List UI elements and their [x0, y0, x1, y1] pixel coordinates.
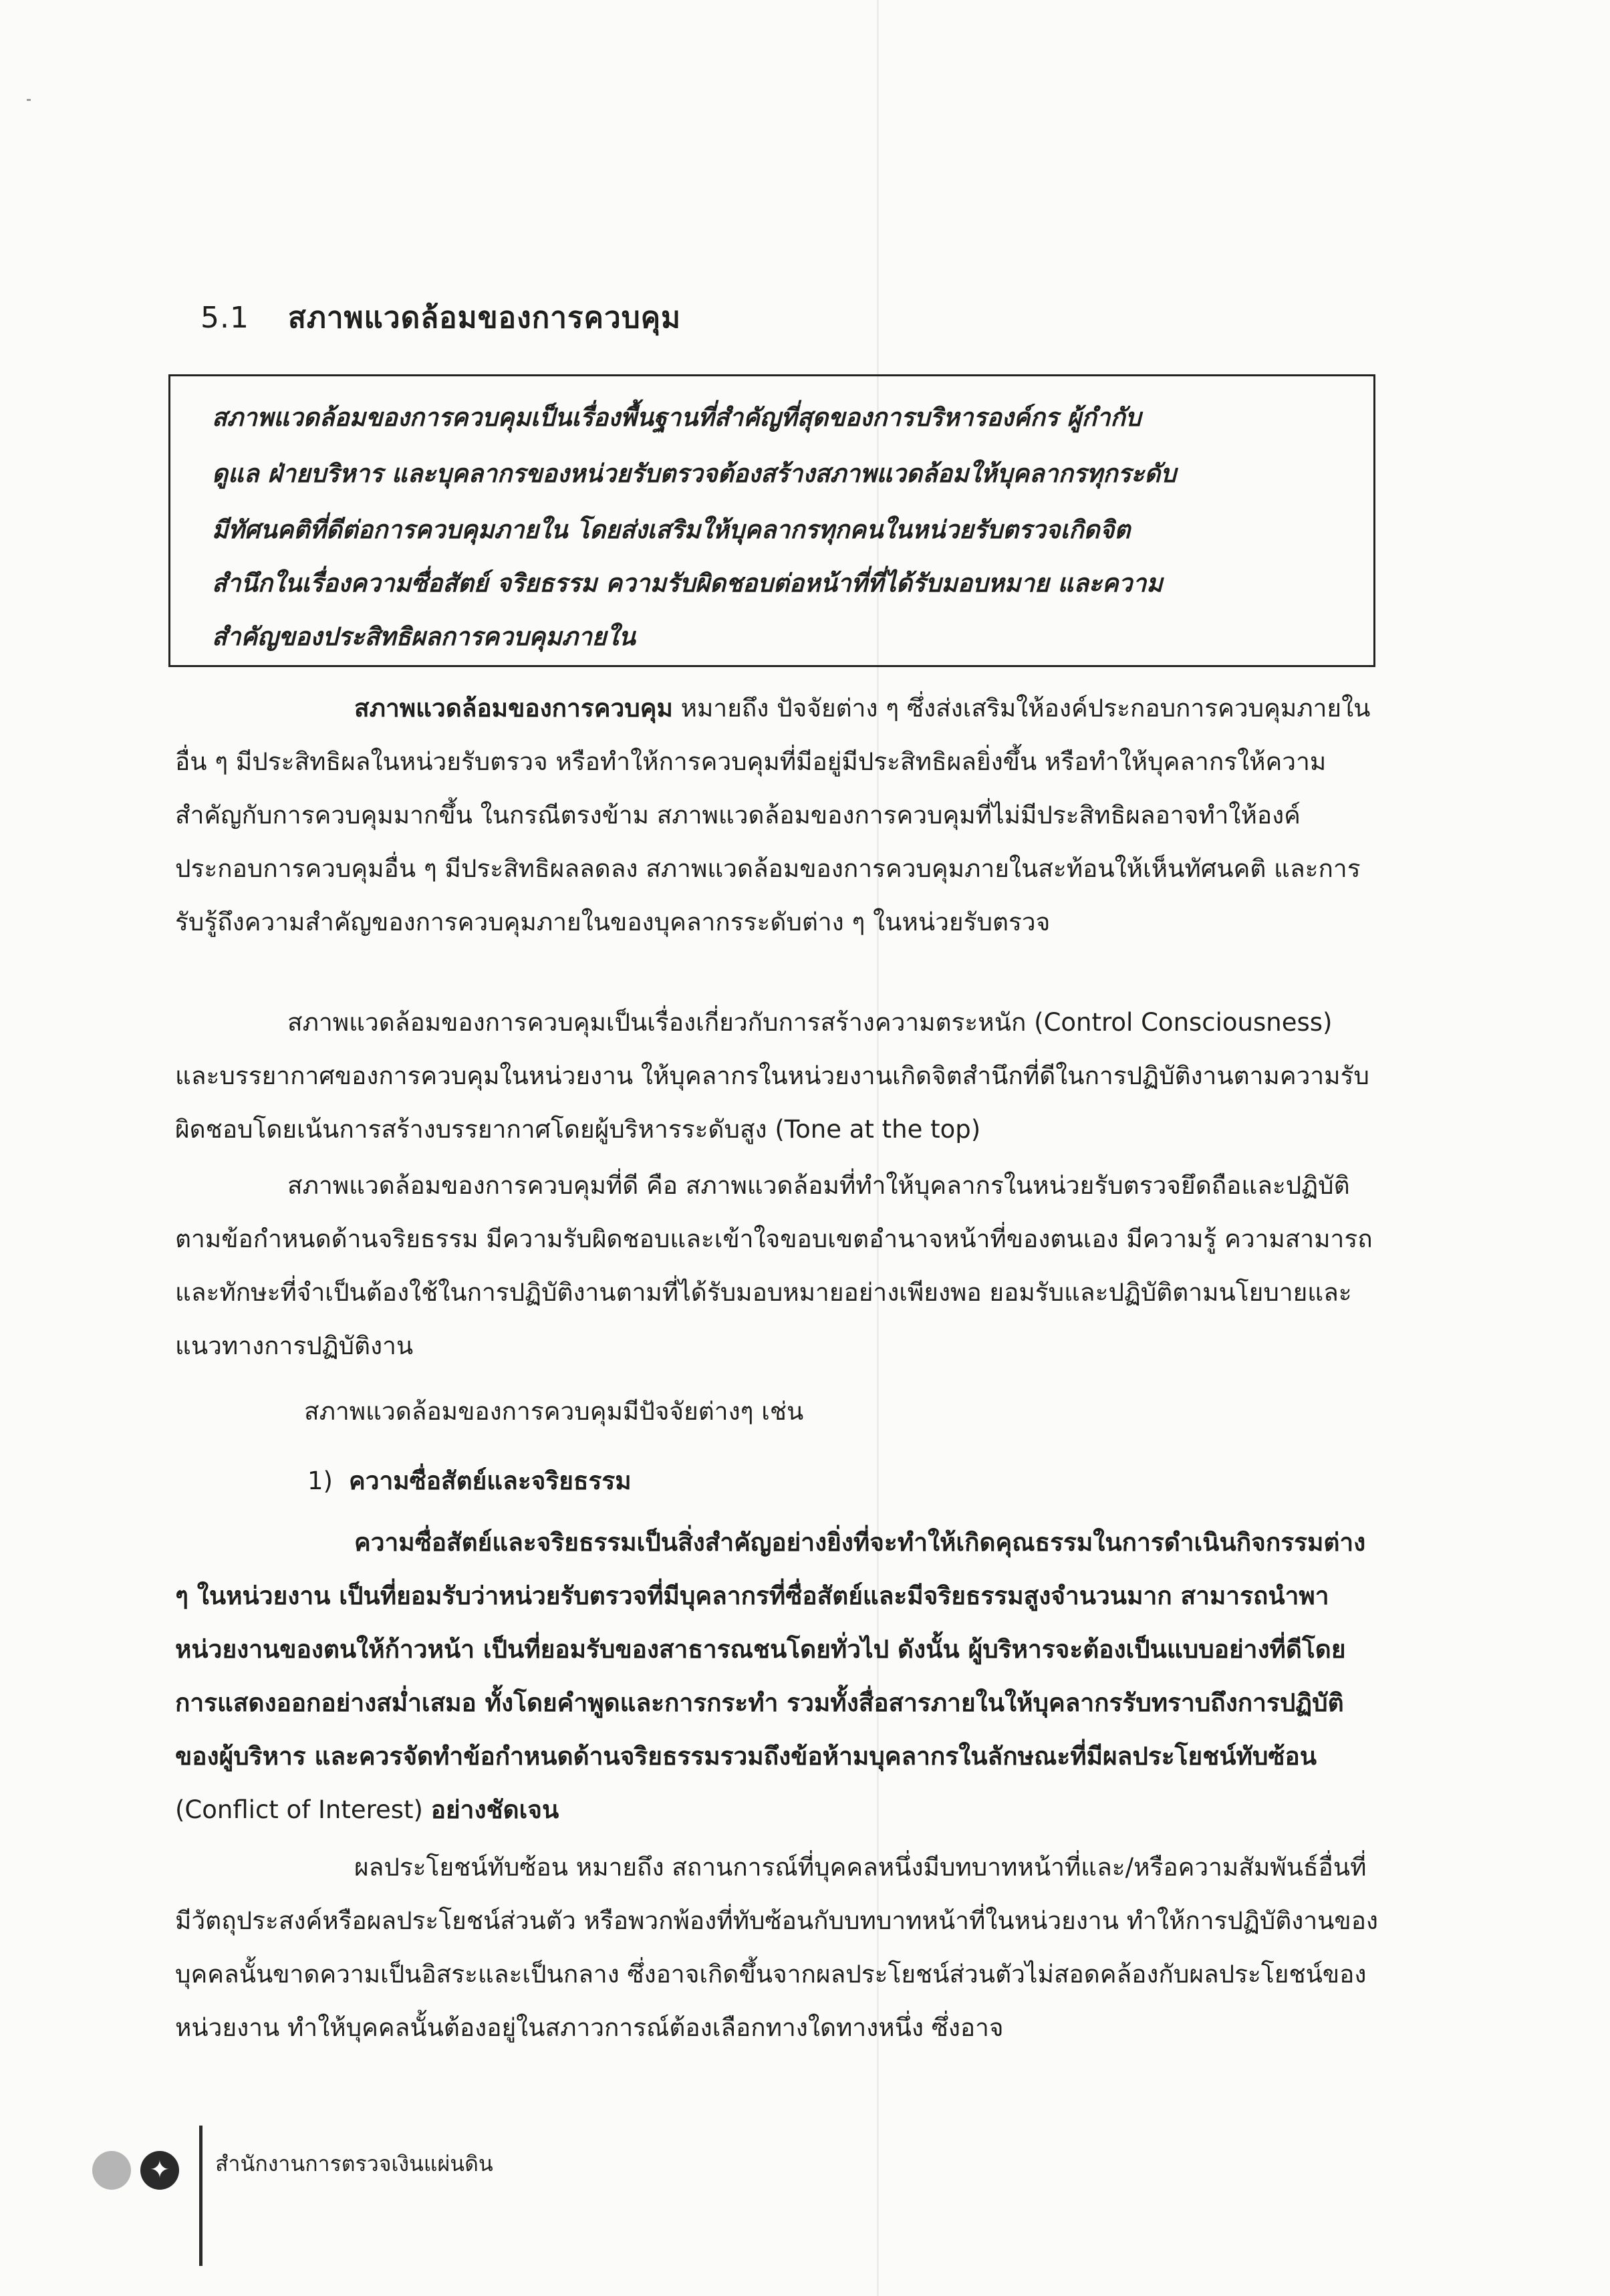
list-item-heading: [307, 1461, 632, 1501]
summary-line: สำคัญของประสิทธิผลการควบคุมภายใน: [212, 622, 636, 651]
list-item-number: 1): [307, 1466, 333, 1495]
paragraph-text: สภาพแวดล้อมของการควบคุมที่ดี คือ สภาพแวดล้อมที่ทำให้บุคลากรในหน่วยรับตรวจยึดถือและปฏิบัติตามข้อกำหนดด้านจริยธรรม มีความรับผิดชอบและเข้าใจขอบเขตอำนาจหน้าที่ของตนเอง มีความรู้ ความสามารถ และทักษะที่จำเป็นต้องใช้ในการปฏิบัติงานตามที่ได้รับมอบหมายอย่างเพียงพอ ยอมรับและปฏิบัติตามนโยบายและแนวทางการปฏิบัติงาน: [175, 1171, 1373, 1360]
integrity-text: ความซื่อสัตย์และจริยธรรมเป็นสิ่งสำคัญอย่างยิ่งที่จะทำให้เกิดคุณธรรมในการดำเนินกิจกรรมต่าง ๆ ในหน่วยงาน เป็นที่ยอมรับว่าหน่วยรับตรวจที่มีบุคลากรที่ซื่อสัตย์และมีจริยธรรมสูงจำนวนมาก สามารถนำพาหน่วยงานของตนให้ก้าวหน้า เป็นที่ยอมรับของสาธารณชนโดยทั่วไป ดังนั้น ผู้บริหารจะต้องเป็นแบบอย่างที่ดีโดยการแสดงออกอย่างสม่ำเสมอ ทั้งโดยคำพูดและการกระทำ รวมทั้งสื่อสารภายในให้บุคลากรรับทราบถึงการปฏิบัติของผู้บริหาร และควรจัดทำข้อกำหนดด้านจริยธรรมรวมถึงข้อห้ามบุคลากรในลักษณะที่มีผลประโยชน์ทับซ้อน: [175, 1528, 1366, 1771]
defined-term: สภาพแวดล้อมของการควบคุม: [354, 694, 673, 723]
paragraph-text: สภาพแวดล้อมของการควบคุมเป็นเรื่องเกี่ยวกับการสร้างความตระหนัก (Control Consciousness) และบรรยากาศของการควบคุมในหน่วยงาน ให้บุคลากรในหน่วยงานเกิดจิตสำนึกที่ดีในการปฏิบัติงานตามความรับผิดชอบโดยเน้นการสร้างบรรยากาศโดยผู้บริหารระดับสูง (Tone at the top): [175, 1008, 1369, 1144]
footer-organization: สำนักงานการตรวจเงินแผ่นดิน: [215, 2151, 493, 2176]
summary-line: สภาพแวดล้อมของการควบคุมเป็นเรื่องพื้นฐานที่สำคัญที่สุดของการบริหารองค์กร ผู้กำกับ: [212, 403, 1142, 432]
paragraph-control-consciousness: [175, 996, 1378, 1156]
summary-box: [168, 374, 1375, 667]
summary-line: มีทัศนคติที่ดีต่อการควบคุมภายใน โดยส่งเสริมให้บุคลากรทุกคนในหน่วยรับตรวจเกิดจิต: [212, 515, 1131, 544]
summary-line: ดูแล ฝ่ายบริหาร และบุคลากรของหน่วยรับตรวจต้องสร้างสภาพแวดล้อมให้บุคลากรทุกระดับ: [212, 459, 1176, 488]
footer-logo-grey: [92, 2151, 131, 2190]
footer-divider: [199, 2126, 203, 2266]
section-number: 5.1: [200, 301, 249, 335]
section-heading: [200, 294, 681, 341]
paragraph-integrity: [175, 1516, 1378, 1837]
paragraph-text: ผลประโยชน์ทับซ้อน หมายถึง สถานการณ์ที่บุคคลหนึ่งมีบทบาทหน้าที่และ/หรือความสัมพันธ์อื่นที่มีวัตถุประสงค์หรือผลประโยชน์ส่วนตัว หรือพวกพ้องที่ทับซ้อนกับบทบาทหน้าที่ในหน่วยงาน ทำให้การปฏิบัติงานของบุคคลนั้นขาดความเป็นอิสระและเป็นกลาง ซึ่งอาจเกิดขึ้นจากผลประโยชน์ส่วนตัวไม่สอดคล้องกับผลประโยชน์ของหน่วยงาน ทำให้บุคคลนั้นต้องอยู่ในสภาวการณ์ต้องเลือกทางใดทางหนึ่ง ซึ่งอาจ: [175, 1853, 1378, 2042]
english-term: (Conflict of Interest): [175, 1795, 431, 1824]
summary-line: สำนึกในเรื่องความซื่อสัตย์ จริยธรรม ความรับผิดชอบต่อหน้าที่ที่ได้รับมอบหมาย และความ: [212, 569, 1163, 598]
scan-artifact: [27, 99, 31, 101]
definition-text: หมายถึง ปัจจัยต่าง ๆ ซึ่งส่งเสริมให้องค์ประกอบการควบคุมภายในอื่น ๆ มีประสิทธิผลในหน่วยรับตรวจ หรือทำให้การควบคุมที่มีอยู่มีประสิทธิผลยิ่งขึ้น หรือทำให้บุคลากรให้ความสำคัญกับการควบคุมมากขึ้น ในกรณีตรงข้าม สภาพแวดล้อมของการควบคุมที่ไม่มีประสิทธิผลอาจทำให้องค์ประกอบการควบคุมอื่น ๆ มีประสิทธิผลลดลง สภาพแวดล้อมของการควบคุมภายในสะท้อนให้เห็นทัศนคติ และการรับรู้ถึงความสำคัญของการควบคุมภายในของบุคลากรระดับต่าง ๆ ในหน่วยรับตรวจ: [175, 694, 1371, 936]
paragraph-conflict-of-interest: [175, 1841, 1378, 2055]
paragraph-definition: [175, 682, 1378, 949]
list-item-title: ความซื่อสัตย์และจริยธรรม: [348, 1466, 632, 1495]
footer-emblem-icon: ✦: [140, 2151, 179, 2190]
factors-intro: สภาพแวดล้อมของการควบคุมมีปัจจัยต่างๆ เช่น: [304, 1397, 804, 1426]
section-title: สภาพแวดล้อมของการควบคุม: [287, 301, 682, 335]
integrity-text-end: อย่างชัดเจน: [430, 1795, 559, 1824]
paragraph-good-environment: [175, 1159, 1378, 1373]
